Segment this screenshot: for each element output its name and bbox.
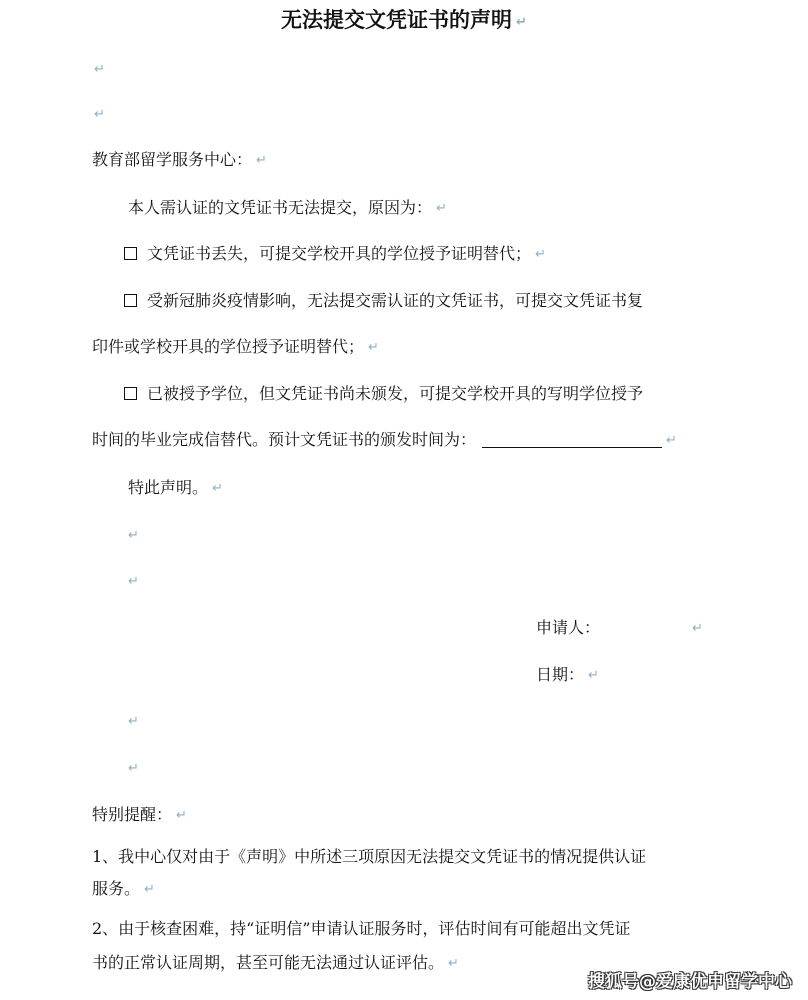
empty-paragraph — [124, 710, 139, 733]
addressee — [92, 149, 267, 172]
reminder-2-cont — [92, 952, 459, 975]
option-not-yet-issued — [124, 383, 643, 405]
reminder-text: 书的正常认证周期，甚至可能无法通过认证评估。 — [92, 953, 445, 972]
empty-paragraph — [90, 103, 105, 126]
document-title — [0, 6, 808, 37]
paragraph-mark-icon: ↵ — [368, 340, 379, 355]
applicant-label: 申请人： — [536, 618, 601, 637]
reminder-text: 2、由于核查困难，持“证明信”申请认证服务时，评估时间有可能超出文凭证 — [92, 919, 631, 938]
paragraph-mark-icon: ↵ — [666, 433, 677, 448]
option-text: 时间的毕业完成信替代。预计文凭证书的颁发时间为： — [92, 430, 477, 449]
option-covid-impact-cont — [92, 336, 379, 359]
paragraph-mark-icon: ↵ — [436, 201, 447, 216]
paragraph-mark-icon: ↵ — [256, 153, 267, 168]
reminder-text: 服务。 — [92, 879, 141, 898]
closing-text: 特此声明。 — [128, 478, 209, 497]
reminder-heading — [92, 804, 187, 827]
paragraph-mark-icon: ↵ — [128, 714, 139, 729]
paragraph-mark-icon: ↵ — [94, 62, 105, 77]
reminder-heading-text: 特别提醒： — [92, 805, 173, 824]
watermark: 搜狐号@爱康优申留学中心 — [588, 972, 792, 992]
option-text: 印件或学校开具的学位授予证明替代； — [92, 337, 365, 356]
option-covid-impact — [124, 290, 643, 312]
applicant-line — [536, 617, 703, 640]
paragraph-mark-icon: ↵ — [516, 15, 527, 30]
paragraph-mark-icon: ↵ — [535, 247, 546, 262]
paragraph-mark-icon: ↵ — [448, 956, 459, 971]
paragraph-mark-icon: ↵ — [94, 107, 105, 122]
paragraph-mark-icon: ↵ — [128, 761, 139, 776]
issue-date-field[interactable] — [482, 433, 662, 448]
checkbox-lost-certificate[interactable] — [124, 247, 137, 260]
empty-paragraph — [124, 570, 139, 593]
title-text: 无法提交文凭证书的声明 — [281, 8, 513, 32]
reminder-1-cont — [92, 878, 155, 901]
option-text: 文凭证书丢失，可提交学校开具的学位授予证明替代； — [147, 244, 532, 263]
paragraph-mark-icon: ↵ — [128, 574, 139, 589]
empty-paragraph — [124, 524, 139, 547]
closing — [128, 477, 223, 500]
checkbox-not-yet-issued[interactable] — [124, 387, 137, 400]
empty-paragraph — [90, 58, 105, 81]
reminder-1 — [92, 846, 646, 868]
addressee-text: 教育部留学服务中心： — [92, 150, 253, 169]
paragraph-mark-icon: ↵ — [588, 668, 599, 683]
option-text: 受新冠肺炎疫情影响，无法提交需认证的文凭证书，可提交文凭证书复 — [147, 291, 644, 310]
reminder-2 — [92, 918, 631, 940]
paragraph-mark-icon: ↵ — [176, 808, 187, 823]
date-label: 日期： — [536, 665, 585, 684]
option-lost-certificate — [124, 243, 546, 266]
paragraph-mark-icon: ↵ — [692, 621, 703, 636]
paragraph-mark-icon: ↵ — [212, 481, 223, 496]
checkbox-covid-impact[interactable] — [124, 294, 137, 307]
option-not-yet-issued-cont — [92, 429, 677, 452]
paragraph-mark-icon: ↵ — [144, 882, 155, 897]
paragraph-mark-icon: ↵ — [128, 528, 139, 543]
intro-text: 本人需认证的文凭证书无法提交，原因为： — [128, 198, 433, 217]
empty-paragraph — [124, 757, 139, 780]
intro-paragraph — [128, 197, 447, 220]
date-line — [536, 664, 599, 687]
option-text: 已被授予学位，但文凭证书尚未颁发，可提交学校开具的写明学位授予 — [147, 384, 644, 403]
reminder-text: 1、我中心仅对由于《声明》中所述三项原因无法提交文凭证书的情况提供认证 — [92, 847, 647, 866]
